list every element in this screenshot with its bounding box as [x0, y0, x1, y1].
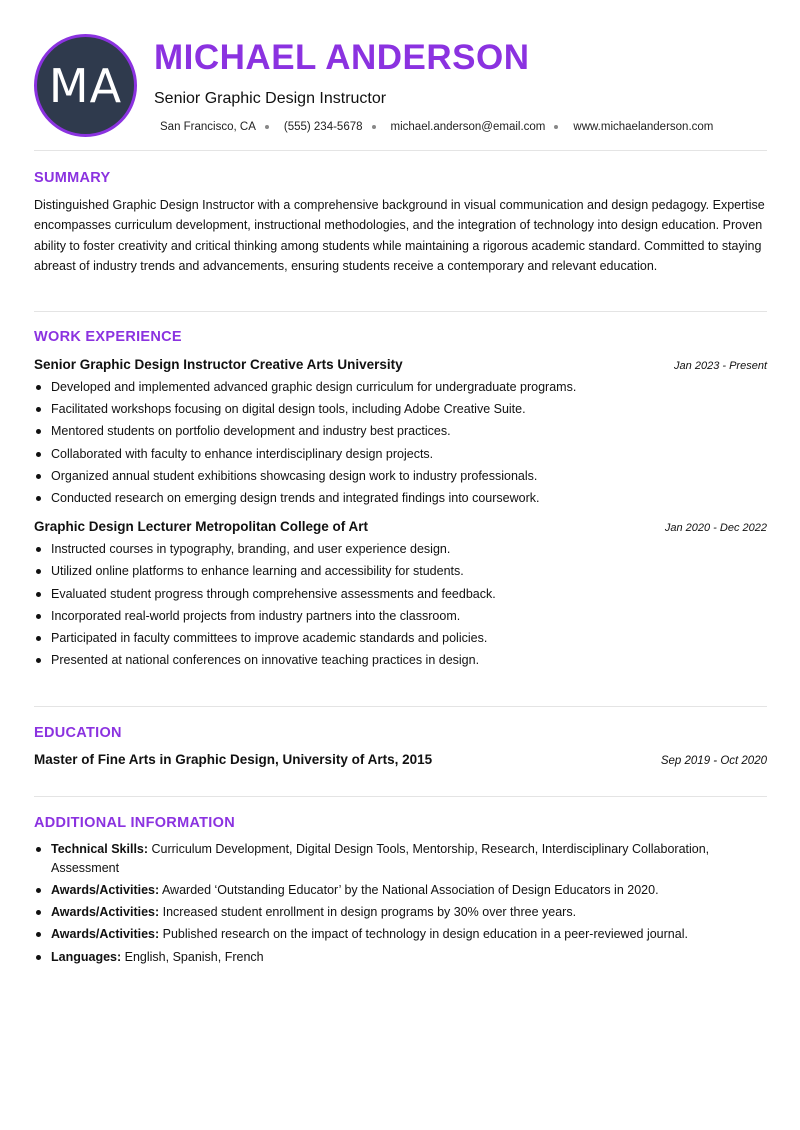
- separator-dot: [554, 125, 558, 129]
- additional-list: [34, 840, 767, 966]
- job-entry: [34, 357, 767, 509]
- education-degree: Master of Fine Arts in Graphic Design, University of Arts, 2015: [34, 752, 433, 767]
- job-bullets: [34, 376, 767, 509]
- job-header: [34, 357, 767, 372]
- avatar-initials: MA: [48, 58, 123, 113]
- divider: [34, 796, 767, 797]
- job-entry: [34, 519, 767, 671]
- info-label: Awards/Activities:: [51, 882, 160, 897]
- education-entry: [34, 752, 767, 767]
- avatar: [34, 34, 137, 137]
- info-label: Technical Skills:: [51, 842, 149, 856]
- job-date: Jan 2020 - Dec 2022: [664, 522, 767, 535]
- info-text: English, Spanish, French: [121, 949, 264, 964]
- education-heading: EDUCATION: [34, 725, 122, 741]
- job-bullets: [34, 538, 767, 671]
- info-text: Curriculum Development, Digital Design Tools, Mentorship, Research, Interdisciplinary Collaboration, Assessment: [51, 842, 710, 875]
- list-item: Incorporated real-world projects from industry partners into the classroom.: [34, 605, 767, 627]
- list-item: Facilitated workshops focusing on digital design tools, including Adobe Creative Suite.: [34, 398, 767, 420]
- info-label: Languages:: [51, 949, 122, 964]
- list-item: Conducted research on emerging design trends and integrated findings into coursework.: [34, 487, 767, 509]
- contact-location: San Francisco, CA: [160, 121, 256, 133]
- list-item: Mentored students on portfolio development and industry best practices.: [34, 420, 767, 442]
- contact-email[interactable]: michael.anderson@email.com: [390, 121, 546, 133]
- divider: [34, 311, 767, 312]
- candidate-name: MICHAEL ANDERSON: [154, 38, 530, 77]
- info-text: Increased student enrollment in design programs by 30% over three years.: [159, 904, 577, 919]
- separator-dot: [265, 125, 269, 129]
- job-header: [34, 519, 767, 534]
- education-section: [34, 725, 767, 767]
- experience-heading: WORK EXPERIENCE: [34, 329, 182, 345]
- candidate-title: Senior Graphic Design Instructor: [154, 90, 387, 107]
- divider: [34, 150, 767, 151]
- list-item: Evaluated student progress through comprehensive assessments and feedback.: [34, 583, 767, 605]
- additional-heading: ADDITIONAL INFORMATION: [34, 815, 235, 831]
- list-item: Participated in faculty committees to improve academic standards and policies.: [34, 627, 767, 649]
- list-item: [34, 840, 767, 877]
- contact-row: [160, 121, 713, 133]
- list-item: Utilized online platforms to enhance learning and accessibility for students.: [34, 560, 767, 582]
- list-item: [34, 881, 767, 900]
- job-title: Graphic Design Lecturer Metropolitan College of Art: [34, 519, 369, 535]
- experience-section: [34, 329, 767, 671]
- resume-header: [34, 34, 767, 138]
- list-item: [34, 948, 767, 967]
- info-text: Awarded ‘Outstanding Educator’ by the National Association of Design Educators in 2020.: [159, 882, 659, 897]
- list-item: [34, 925, 767, 944]
- divider: [34, 706, 767, 707]
- education-date: Sep 2019 - Oct 2020: [660, 755, 767, 767]
- list-item: Presented at national conferences on innovative teaching practices in design.: [34, 649, 767, 671]
- list-item: Developed and implemented advanced graphic design curriculum for undergraduate programs.: [34, 376, 767, 398]
- summary-section: [34, 170, 767, 277]
- info-label: Awards/Activities:: [51, 927, 160, 942]
- list-item: Organized annual student exhibitions showcasing design work to industry professionals.: [34, 465, 767, 487]
- additional-section: [34, 815, 767, 970]
- list-item: Collaborated with faculty to enhance interdisciplinary design projects.: [34, 443, 767, 465]
- summary-text: Distinguished Graphic Design Instructor with a comprehensive background in visual communication and design pedagogy. Expertise encompasses curriculum development, instructional methodologies, and the integration of technology into design education. Proven ability to foster creativity and critical thinking among students while maintaining a rigorous academic standard. Committed to staying abreast of industry trends and advancements, ensuring students receive a contemporary and relevant education.: [34, 198, 765, 274]
- separator-dot: [372, 125, 376, 129]
- contact-phone: (555) 234-5678: [283, 121, 363, 133]
- list-item: Instructed courses in typography, branding, and user experience design.: [34, 538, 767, 560]
- list-item: [34, 903, 767, 922]
- summary-heading: SUMMARY: [34, 170, 111, 186]
- info-text: Published research on the impact of technology in design education in a peer-reviewed journal.: [159, 927, 688, 942]
- job-date: Jan 2023 - Present: [674, 360, 767, 372]
- job-title: Senior Graphic Design Instructor Creative Arts University: [34, 357, 403, 372]
- contact-website[interactable]: www.michaelanderson.com: [573, 121, 714, 133]
- info-label: Awards/Activities:: [51, 904, 160, 919]
